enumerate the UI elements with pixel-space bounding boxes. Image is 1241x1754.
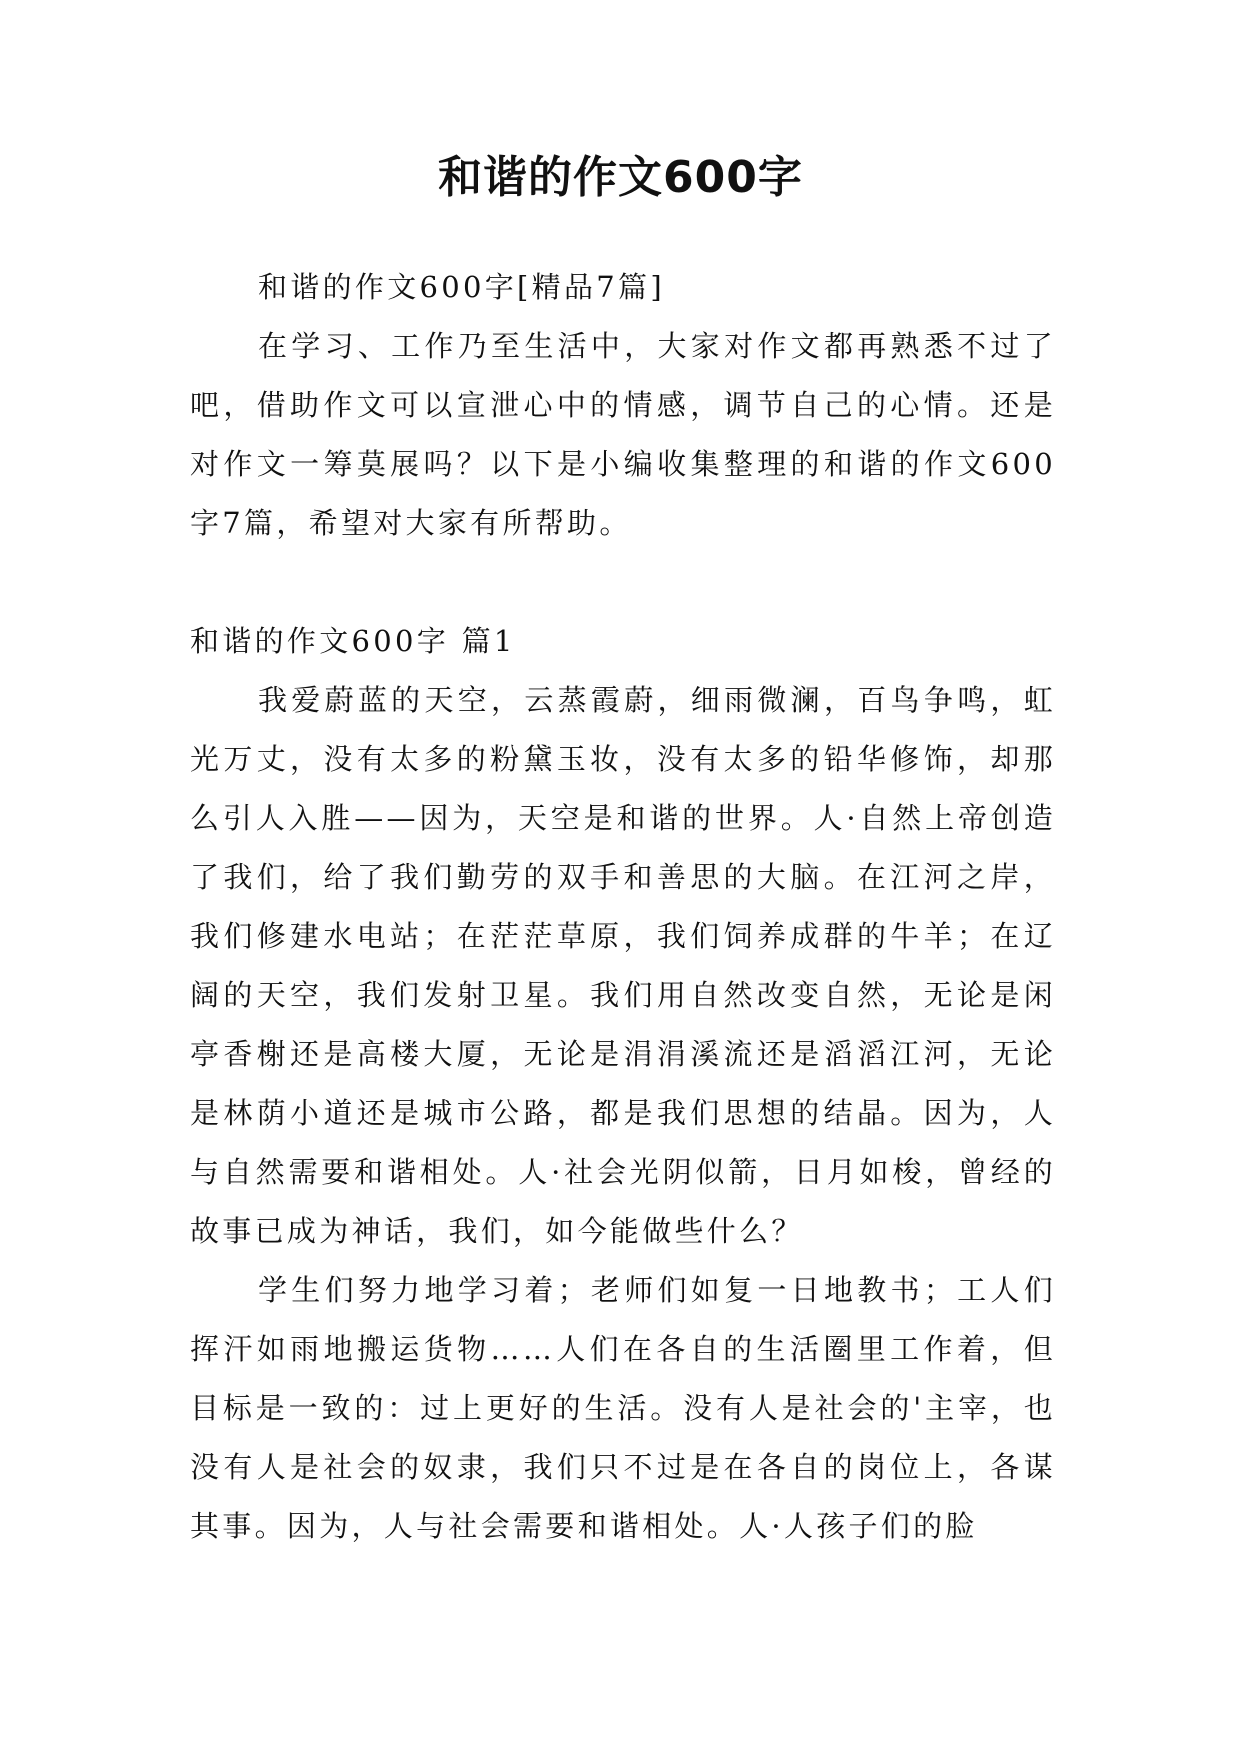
paragraph-spacer bbox=[190, 553, 1056, 612]
document-body bbox=[190, 258, 1056, 1556]
body-paragraph-1: 我爱蔚蓝的天空，云蒸霞蔚，细雨微澜，百鸟争鸣，虹光万丈，没有太多的粉黛玉妆，没有太多的铅华修饰，却那么引人入胜——因为，天空是和谐的世界。人·自然上帝创造了我们，给了我们勤劳的双手和善思的大脑。在江河之岸，我们修建水电站；在茫茫草原，我们饲养成群的牛羊；在辽阔的天空，我们发射卫星。我们用自然改变自然，无论是闲亭香榭还是高楼大厦，无论是涓涓溪流还是滔滔江河，无论是林荫小道还是城市公路，都是我们思想的结晶。因为，人与自然需要和谐相处。人·社会光阴似箭，日月如梭，曾经的故事已成为神话，我们，如今能做些什么？ bbox=[190, 683, 1056, 1248]
section-heading: 和谐的作文600字 篇1 bbox=[190, 624, 516, 658]
document-title: 和谐的作文600字 bbox=[438, 152, 803, 203]
intro-paragraph: 在学习、工作乃至生活中，大家对作文都再熟悉不过了吧，借助作文可以宣泄心中的情感，调节自己的心情。还是对作文一筹莫展吗？以下是小编收集整理的和谐的作文600字7篇，希望对大家有所帮助。 bbox=[190, 329, 1056, 540]
document-subtitle: 和谐的作文600字[精品7篇] bbox=[258, 270, 665, 304]
body-paragraph-2: 学生们努力地学习着；老师们如复一日地教书；工人们挥汗如雨地搬运货物……人们在各自的生活圈里工作着，但目标是一致的：过上更好的生活。没有人是社会的'主宰，也没有人是社会的奴隶，我们只不过是在各自的岗位上，各谋其事。因为，人与社会需要和谐相处。人·人孩子们的脸 bbox=[190, 1273, 1056, 1543]
